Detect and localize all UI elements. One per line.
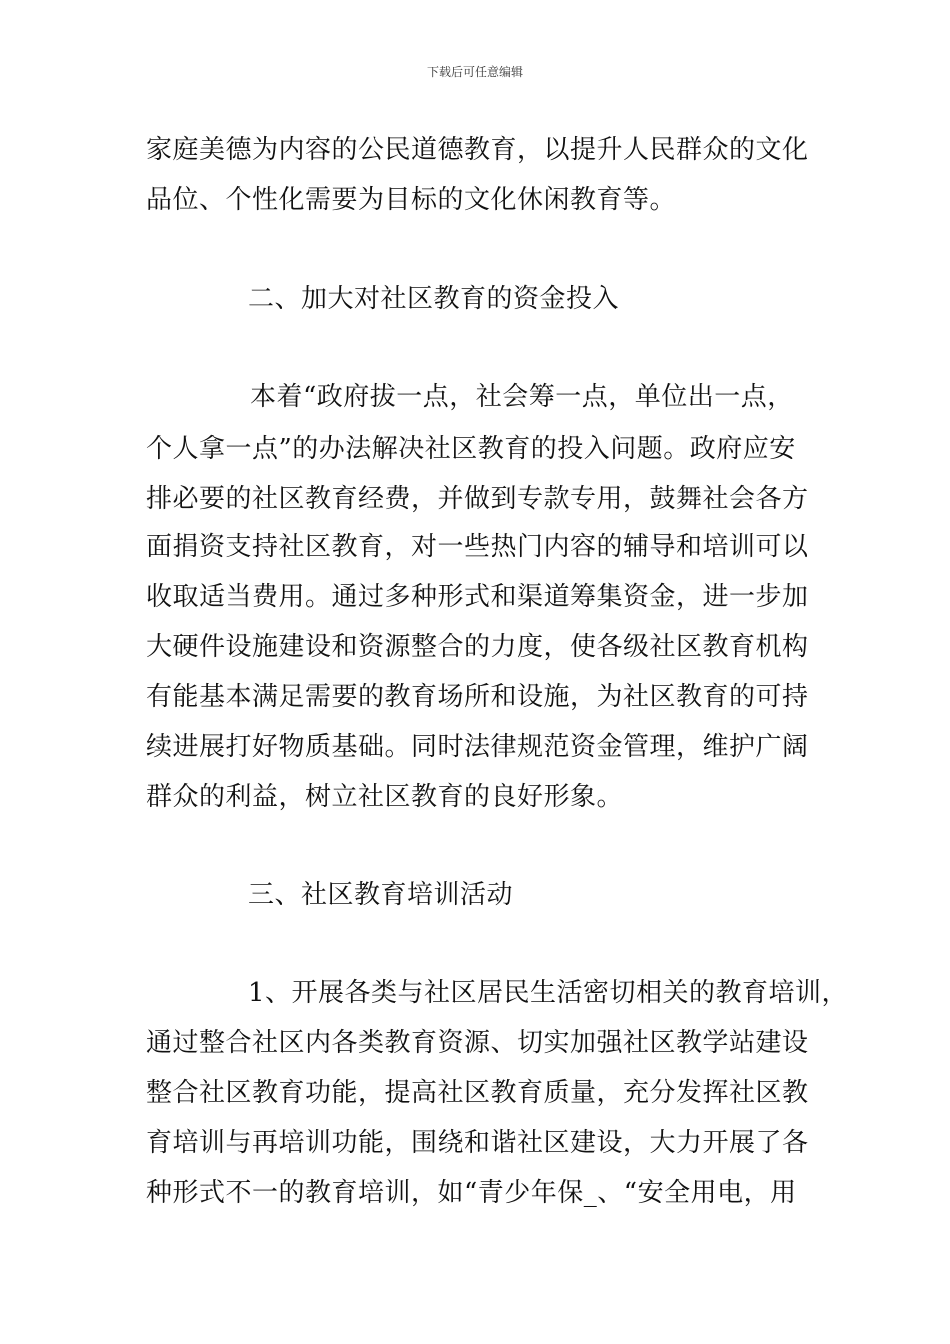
text-line: 整合社区教育功能，提高社区教育质量，充分发挥社区教: [146, 1078, 809, 1108]
page-header: 下载后可任意编辑: [426, 65, 523, 79]
text-line: 排必要的社区教育经费，并做到专款专用，鼓舞社会各方: [146, 484, 809, 514]
text-line: 续进展打好物质基础。同时法律规范资金管理，维护广阔: [146, 732, 809, 762]
section-heading: 三、社区教育培训活动: [248, 880, 514, 910]
text-line: 群众的利益，树立社区教育的良好形象。: [146, 782, 624, 812]
text-line: 1、开展各类与社区居民生活密切相关的教育培训，: [248, 978, 849, 1008]
text-line: 面捐资支持社区教育，对一些热门内容的辅导和培训可以: [146, 532, 809, 562]
text-line: 品位、个性化需要为目标的文化休闲教育等。: [146, 185, 677, 215]
text-line: 个人拿一点”的办法解决社区教育的投入问题。政府应安: [146, 434, 796, 464]
text-line: 本着“政府拔一点，社会筹一点，单位出一点，: [250, 382, 794, 412]
text-line: 家庭美德为内容的公民道德教育，以提升人民群众的文化: [146, 135, 809, 165]
text-line: 育培训与再培训功能，围绕和谐社区建设，大力开展了各: [146, 1128, 809, 1158]
text-line: 有能基本满足需要的教育场所和设施，为社区教育的可持: [146, 682, 809, 712]
text-line: 大硬件设施建设和资源整合的力度，使各级社区教育机构: [146, 632, 809, 662]
text-line: 收取适当费用。通过多种形式和渠道筹集资金，进一步加: [146, 582, 809, 612]
section-heading: 二、加大对社区教育的资金投入: [248, 284, 620, 314]
text-line: 种形式不一的教育培训，如“青少年保_、“安全用电，用: [146, 1178, 797, 1208]
text-line: 通过整合社区内各类教育资源、切实加强社区教学站建设: [146, 1028, 809, 1058]
